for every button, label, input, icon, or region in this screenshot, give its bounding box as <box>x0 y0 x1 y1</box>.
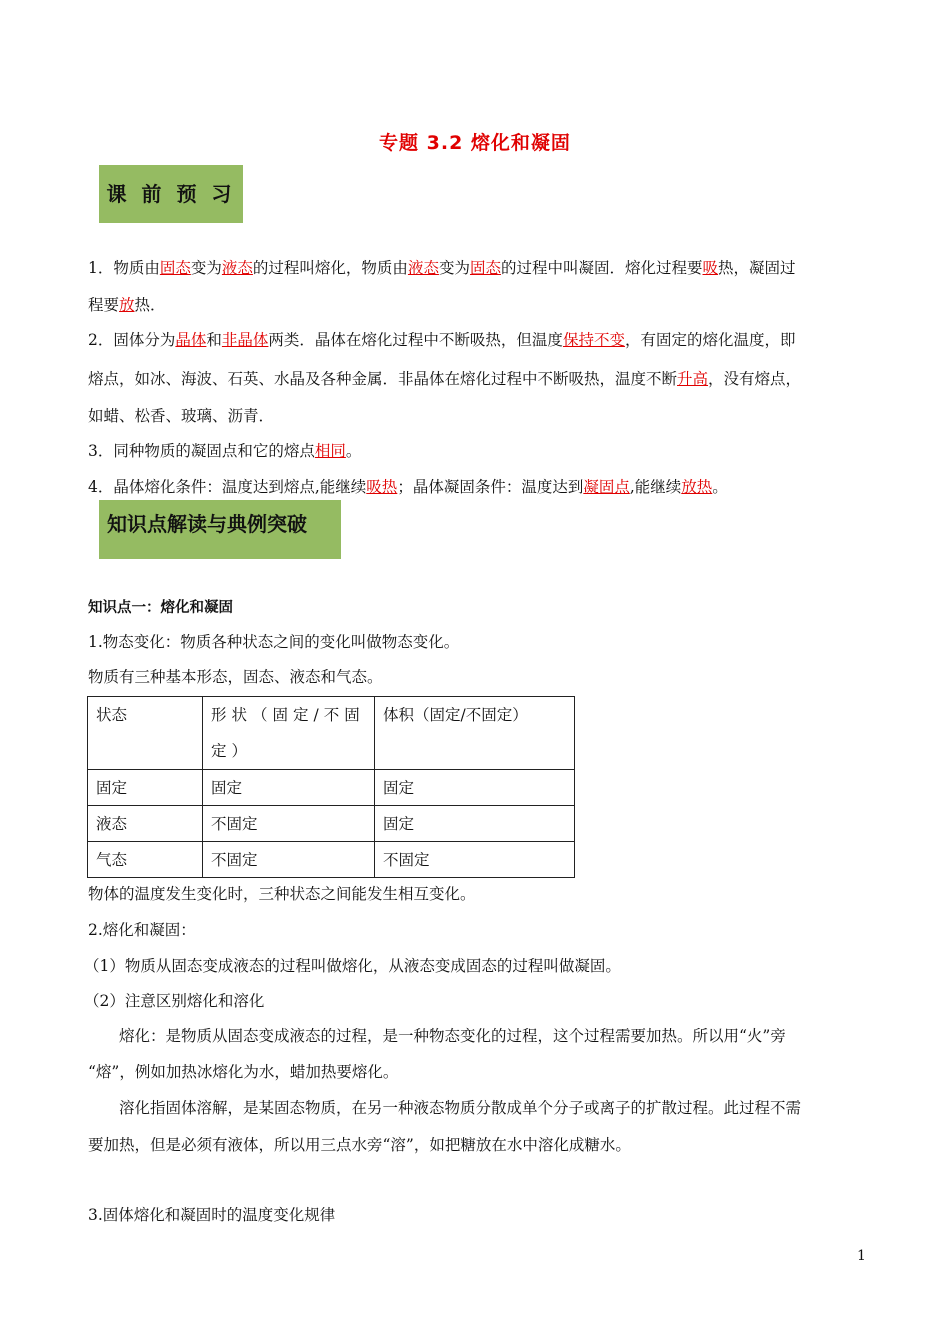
knowledge-item-2: 2.熔化和凝固： <box>88 921 196 939</box>
answer: 保持不变 <box>562 331 625 349</box>
melt-paragraph-cont: “熔”，例如加热冰熔化为水，蜡加热要熔化。 <box>88 1063 399 1081</box>
answer: 凝固点 <box>583 478 630 496</box>
preview-item-2-cont: 熔点，如冰、海波、石英、水晶及各种金属．非晶体在熔化过程中不断吸热，温度不断升高，没有熔点， <box>88 370 802 388</box>
melt-paragraph: 熔化：是物质从固态变成液态的过程，是一种物态变化的过程，这个过程需要加热。所以用“火”旁 <box>119 1027 786 1045</box>
answer: 升高 <box>677 370 709 388</box>
answer: 液态 <box>221 259 253 277</box>
knowledge-item-2-1: （1）物质从固态变成液态的过程叫做熔化，从液态变成固态的过程叫做凝固。 <box>84 957 621 975</box>
answer: 固态 <box>159 259 191 277</box>
preview-item-1-cont: 程要放热． <box>88 296 166 314</box>
dissolve-paragraph: 溶化指固体溶解，是某固态物质，在另一种液态物质分散成单个分子或离子的扩散过程。此过程不需 <box>119 1099 802 1117</box>
answer: 非晶体 <box>221 331 269 349</box>
table-row <box>88 842 575 878</box>
table-header-cell: 状态 <box>88 697 203 770</box>
preview-item-2-cont2: 如蜡、松香、玻璃、沥青． <box>88 407 275 425</box>
knowledge-item-3: 3.固体熔化和凝固时的温度变化规律 <box>88 1206 336 1224</box>
page-title: 专题 3.2 熔化和凝固 <box>379 132 571 154</box>
answer: 液态 <box>407 259 439 277</box>
table-cell: 不固定 <box>203 806 375 842</box>
knowledge-heading: 知识点一：熔化和凝固 <box>88 600 233 616</box>
preview-item-2: 2．固体分为晶体和非晶体两类．晶体在熔化过程中不断吸热，但温度保持不变，有固定的熔化温度，即 <box>88 331 796 349</box>
answer: 固态 <box>469 259 501 277</box>
table-cell: 气态 <box>88 842 203 878</box>
after-table-text: 物体的温度发生变化时，三种状态之间能发生相互变化。 <box>88 885 476 903</box>
table-cell: 不固定 <box>203 842 375 878</box>
dissolve-paragraph-cont: 要加热，但是必须有液体，所以用三点水旁“溶”，如把糖放在水中溶化成糖水。 <box>88 1136 631 1154</box>
states-table <box>87 696 575 878</box>
table-row <box>88 806 575 842</box>
section-banner-knowledge: 知识点解读与典例突破 <box>99 500 341 559</box>
table-header-cell: 体积（固定/不固定） <box>375 697 575 770</box>
answer: 放热 <box>681 478 713 496</box>
table-cell: 固定 <box>203 770 375 806</box>
table-header-row <box>88 697 575 770</box>
page-number: 1 <box>857 1248 866 1264</box>
answer: 放 <box>119 296 135 314</box>
knowledge-item-1: 1.物态变化：物质各种状态之间的变化叫做物态变化。 <box>88 633 460 651</box>
table-row <box>88 770 575 806</box>
preview-item-4: 4．晶体熔化条件：温度达到熔点,能继续吸热；晶体凝固条件：温度达到凝固点,能继续放热。 <box>88 478 728 496</box>
answer: 吸热 <box>366 478 398 496</box>
preview-item-3: 3．同种物质的凝固点和它的熔点相同。 <box>88 442 362 460</box>
table-header-cell: 形状（固定/不固定） <box>203 697 375 770</box>
table-cell: 液态 <box>88 806 203 842</box>
answer: 晶体 <box>175 331 207 349</box>
knowledge-item-1b: 物质有三种基本形态，固态、液态和气态。 <box>88 668 383 686</box>
table-cell: 固定 <box>375 806 575 842</box>
answer: 吸 <box>702 259 719 277</box>
table-cell: 固定 <box>375 770 575 806</box>
table-cell: 不固定 <box>375 842 575 878</box>
knowledge-item-2-2: （2）注意区别熔化和溶化 <box>84 992 265 1010</box>
answer: 相同 <box>314 442 346 460</box>
preview-item-1: 1．物质由固态变为液态的过程叫熔化，物质由液态变为固态的过程中叫凝固．熔化过程要吸热，凝固过 <box>88 259 796 277</box>
section-banner-preview: 课 前 预 习 <box>99 165 243 223</box>
table-cell: 固定 <box>88 770 203 806</box>
